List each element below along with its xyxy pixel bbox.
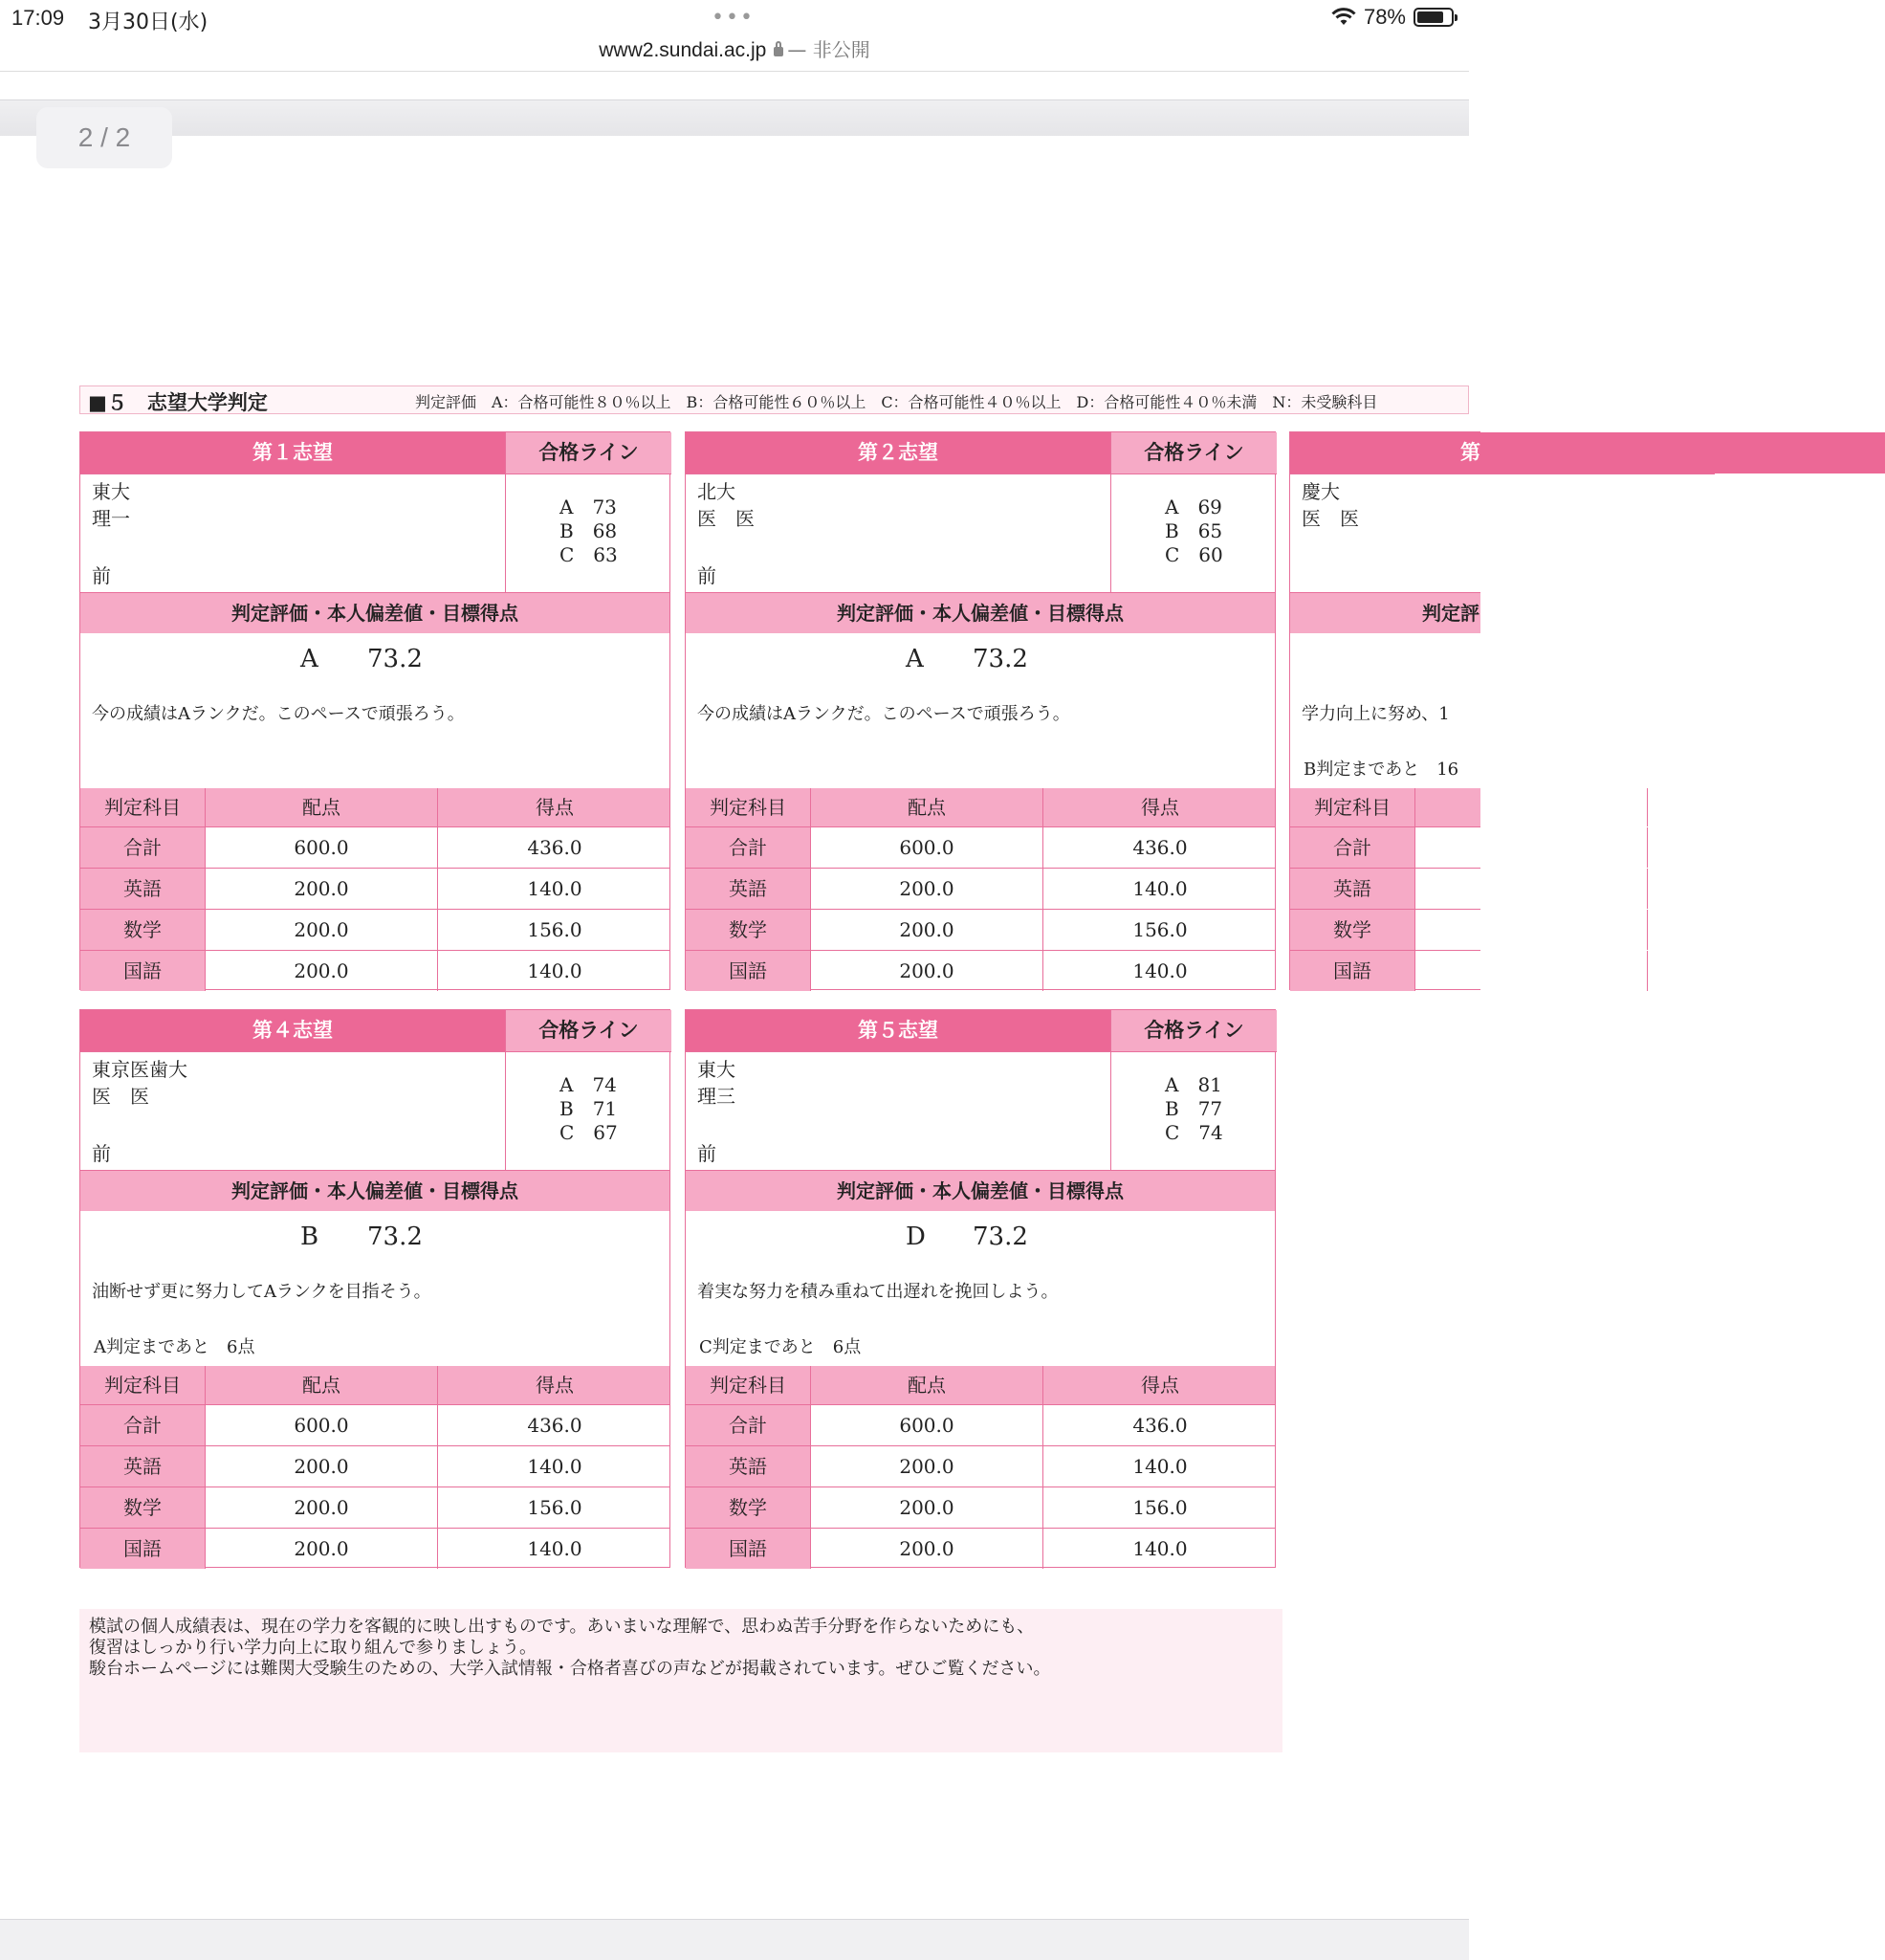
exam-term: 前	[697, 564, 716, 587]
score-cell: 140.0	[1042, 951, 1277, 991]
col-score: 得点	[1042, 1366, 1277, 1404]
university-box	[686, 1051, 1110, 1170]
score-cell: 140.0	[437, 869, 671, 909]
judge-body	[686, 1211, 1275, 1366]
judge-header: 判定評価・本人偏差値・目標得点	[686, 1170, 1275, 1211]
pass-line-header: 合格ライン	[505, 1010, 671, 1051]
exam-term: 前	[697, 1142, 716, 1165]
university-box	[80, 1051, 505, 1170]
pass-lines	[505, 473, 671, 592]
subject-cell: 合計	[686, 1405, 810, 1445]
exam-term: 前	[92, 1142, 111, 1165]
points-cell: 200.0	[810, 869, 1042, 909]
deviation: 73.2	[367, 1222, 423, 1251]
points-cell: 200.0	[205, 951, 437, 991]
faculty-name: 医 医	[1302, 507, 1359, 530]
university-box	[1290, 473, 1715, 592]
subject-cell: 国語	[80, 1529, 205, 1569]
score-table	[80, 788, 669, 991]
grade-legend: 判定評価 A：合格可能性８０％以上 B：合格可能性６０％以上 C：合格可能性４０％以上 D：合格可能性４０％未満 N：未受験科目	[415, 393, 1378, 411]
subject-cell: 国語	[80, 951, 205, 991]
pass-line-header: 合格ライン	[1110, 432, 1277, 473]
table-row	[1290, 909, 1480, 950]
advice-message: 油断せず更に努力してAランクを目指そう。	[92, 1282, 431, 1302]
grade: A	[906, 645, 924, 673]
deviation: 73.2	[973, 645, 1028, 673]
table-row	[686, 1404, 1275, 1445]
judge-body	[686, 633, 1275, 788]
status-time: 17:09	[11, 6, 65, 30]
faculty-name: 医 医	[92, 1085, 149, 1108]
points-cell: 200.0	[810, 1529, 1042, 1569]
points-cell: 600.0	[810, 827, 1042, 868]
note-line: 駿台ホームページには難関大受験生のための、大学入試情報・合格者喜びの声などが掲載されています。ぜひご覧ください。	[89, 1659, 1051, 1679]
table-header-row	[686, 1366, 1275, 1404]
subject-cell: 数学	[686, 910, 810, 950]
choice-card	[685, 431, 1276, 990]
col-subject: 判定科目	[80, 1366, 205, 1404]
grade: D	[906, 1222, 926, 1251]
judge-header: 判定評価・本人偏差値・目標得点	[80, 592, 669, 633]
pass-line-b: B 68	[559, 519, 618, 542]
points-cell	[1414, 869, 1647, 909]
pass-line-c: C 60	[1165, 543, 1223, 566]
university-name: 慶大	[1302, 480, 1340, 503]
judge-body	[80, 1211, 669, 1366]
battery-percent: 78%	[1363, 5, 1406, 29]
choice-card	[1289, 431, 1480, 990]
points-cell: 200.0	[810, 1487, 1042, 1528]
deviation: 73.2	[973, 1222, 1028, 1251]
university-name: 東京医歯大	[92, 1058, 187, 1081]
faculty-name: 医 医	[697, 507, 755, 530]
viewer-toolbar	[0, 99, 1469, 137]
pass-line-c: C 67	[559, 1121, 618, 1144]
subject-cell: 数学	[686, 1487, 810, 1528]
points-cell: 600.0	[205, 827, 437, 868]
score-cell: 140.0	[1042, 1446, 1277, 1487]
address-divider	[0, 71, 1469, 72]
table-row	[686, 1528, 1275, 1569]
table-row	[80, 1404, 669, 1445]
pass-line-b: B 71	[559, 1097, 618, 1120]
grade: B	[300, 1222, 319, 1251]
subject-cell: 数学	[80, 1487, 205, 1528]
table-row	[80, 909, 669, 950]
score-cell: 140.0	[1042, 1529, 1277, 1569]
address-bar[interactable]	[0, 34, 1469, 73]
table-row	[686, 950, 1275, 991]
pass-line-c: C 74	[1165, 1121, 1223, 1144]
points-remaining: A判定まであと 6点	[94, 1337, 255, 1357]
table-row	[1290, 868, 1480, 909]
score-cell: 140.0	[437, 951, 671, 991]
subject-cell: 国語	[686, 1529, 810, 1569]
points-cell: 600.0	[810, 1405, 1042, 1445]
points-remaining: B判定まであと 16	[1304, 760, 1459, 780]
score-cell: 436.0	[437, 1405, 671, 1445]
pass-lines	[505, 1051, 671, 1170]
pass-lines	[1110, 1051, 1277, 1170]
score-cell: 140.0	[1042, 869, 1277, 909]
points-remaining: C判定まであと 6点	[699, 1337, 862, 1357]
viewer-bottom-bar	[0, 1919, 1469, 1960]
judge-header: 判定評価・本人偏差値・目標得点	[686, 592, 1275, 633]
table-row	[686, 826, 1275, 868]
section-title: ■５ 志望大学判定	[88, 391, 268, 414]
choice-title: 第５志望	[686, 1010, 1110, 1051]
score-cell: 436.0	[1042, 1405, 1277, 1445]
university-name: 東大	[697, 1058, 735, 1081]
points-cell: 200.0	[810, 910, 1042, 950]
score-cell: 140.0	[437, 1529, 671, 1569]
page-indicator: 2 / 2	[36, 107, 172, 168]
score-cell: 156.0	[1042, 1487, 1277, 1528]
col-points	[1414, 788, 1647, 826]
table-row	[80, 1445, 669, 1487]
subject-cell: 合計	[80, 1405, 205, 1445]
score-cell: 436.0	[1042, 827, 1277, 868]
col-subject: 判定科目	[1290, 788, 1414, 826]
points-cell	[1414, 827, 1647, 868]
table-header-row	[80, 788, 669, 826]
subject-cell: 国語	[686, 951, 810, 991]
multitasking-dots-icon[interactable]: •••	[712, 6, 755, 30]
address-privacy: — 非公開	[787, 38, 870, 61]
advice-message: 学力向上に努め、1	[1302, 704, 1450, 724]
points-cell: 200.0	[205, 910, 437, 950]
points-cell: 200.0	[205, 1529, 437, 1569]
table-header-row	[80, 1366, 669, 1404]
col-subject: 判定科目	[686, 788, 810, 826]
score-cell: 156.0	[1042, 910, 1277, 950]
table-row	[686, 1487, 1275, 1528]
subject-cell: 合計	[1290, 827, 1414, 868]
university-box	[686, 473, 1110, 592]
score-table	[686, 1366, 1275, 1569]
pass-line-a: A 73	[559, 496, 617, 518]
judge-header: 判定評	[1290, 592, 1480, 633]
choice-card	[79, 1009, 670, 1568]
advice-message: 今の成績はAランクだ。このペースで頑張ろう。	[92, 704, 465, 724]
pass-line-header: 合格ライン	[505, 432, 671, 473]
advice-message: 今の成績はAランクだ。このペースで頑張ろう。	[697, 704, 1070, 724]
university-box	[80, 473, 505, 592]
pass-line-b: B 65	[1165, 519, 1223, 542]
university-name: 北大	[697, 480, 735, 503]
col-points: 配点	[205, 1366, 437, 1404]
table-row	[686, 1445, 1275, 1487]
table-row	[80, 1487, 669, 1528]
score-cell	[1647, 827, 1881, 868]
choice-title: 第２志望	[686, 432, 1110, 473]
faculty-name: 理三	[697, 1085, 735, 1108]
table-row	[1290, 826, 1480, 868]
wifi-icon	[1331, 8, 1356, 27]
table-row	[80, 868, 669, 909]
points-cell: 200.0	[205, 869, 437, 909]
faculty-name: 理一	[92, 507, 130, 530]
score-table	[80, 1366, 669, 1569]
points-cell: 200.0	[205, 1487, 437, 1528]
status-date: 3月30日(水)	[88, 11, 208, 34]
points-cell: 200.0	[810, 951, 1042, 991]
score-cell	[1647, 951, 1881, 991]
status-bar	[0, 0, 1469, 38]
pass-line-header: 合格ライン	[1110, 1010, 1277, 1051]
score-cell: 140.0	[437, 1446, 671, 1487]
table-row	[686, 868, 1275, 909]
choice-title: 第４志望	[80, 1010, 505, 1051]
subject-cell: 英語	[80, 869, 205, 909]
subject-cell: 数学	[80, 910, 205, 950]
judge-header: 判定評価・本人偏差値・目標得点	[80, 1170, 669, 1211]
note-line: 復習はしっかり行い学力向上に取り組んで参りましょう。	[89, 1638, 537, 1658]
pass-line-c: C 63	[559, 543, 618, 566]
status-right	[1331, 5, 1454, 30]
exam-term: 前	[92, 564, 111, 587]
col-points: 配点	[205, 788, 437, 826]
score-table	[1290, 788, 1480, 991]
table-row	[1290, 950, 1480, 991]
subject-cell: 合計	[686, 827, 810, 868]
col-score: 得点	[437, 1366, 671, 1404]
points-cell: 200.0	[205, 1446, 437, 1487]
score-cell	[1647, 869, 1881, 909]
table-header-row	[1290, 788, 1480, 826]
choice-card	[685, 1009, 1276, 1568]
points-cell	[1414, 910, 1647, 950]
subject-cell: 英語	[686, 1446, 810, 1487]
score-cell: 156.0	[437, 910, 671, 950]
col-score: 得点	[437, 788, 671, 826]
points-cell: 600.0	[205, 1405, 437, 1445]
col-score	[1647, 788, 1881, 826]
score-cell: 156.0	[437, 1487, 671, 1528]
points-cell: 200.0	[810, 1446, 1042, 1487]
col-points: 配点	[810, 788, 1042, 826]
university-name: 東大	[92, 480, 130, 503]
choice-title: 第１志望	[80, 432, 505, 473]
score-cell	[1647, 910, 1881, 950]
battery-icon	[1414, 8, 1454, 27]
col-subject: 判定科目	[80, 788, 205, 826]
advice-message: 着実な努力を積み重ねて出遅れを挽回しよう。	[697, 1282, 1059, 1302]
address-url[interactable]: www2.sundai.ac.jp	[599, 39, 767, 61]
pass-line-a: A 69	[1165, 496, 1222, 518]
col-points: 配点	[810, 1366, 1042, 1404]
note-line: 模試の個人成績表は、現在の学力を客観的に映し出すものです。あいまいな理解で、思わぬ苦手分野を作らないためにも、	[89, 1617, 1035, 1637]
pass-lines	[1110, 473, 1277, 592]
points-cell	[1414, 951, 1647, 991]
score-cell: 436.0	[437, 827, 671, 868]
pass-line-b: B 77	[1165, 1097, 1223, 1120]
table-header-row	[686, 788, 1275, 826]
table-row	[80, 950, 669, 991]
footer-note	[79, 1609, 1282, 1752]
grade: A	[300, 645, 318, 673]
lock-icon	[774, 47, 783, 56]
col-score: 得点	[1042, 788, 1277, 826]
pass-line-a: A 74	[559, 1073, 617, 1096]
subject-cell: 合計	[80, 827, 205, 868]
choice-card	[79, 431, 670, 990]
col-subject: 判定科目	[686, 1366, 810, 1404]
table-row	[686, 909, 1275, 950]
table-row	[80, 826, 669, 868]
subject-cell: 英語	[80, 1446, 205, 1487]
subject-cell: 英語	[1290, 869, 1414, 909]
judge-body	[80, 633, 669, 788]
section-header	[79, 385, 1469, 414]
table-row	[80, 1528, 669, 1569]
subject-cell: 数学	[1290, 910, 1414, 950]
subject-cell: 英語	[686, 869, 810, 909]
pass-line-a: A 81	[1165, 1073, 1222, 1096]
score-table	[686, 788, 1275, 991]
choice-title: 第	[1290, 432, 1885, 473]
subject-cell: 国語	[1290, 951, 1414, 991]
deviation: 73.2	[367, 645, 423, 673]
judge-body	[1290, 633, 1480, 788]
